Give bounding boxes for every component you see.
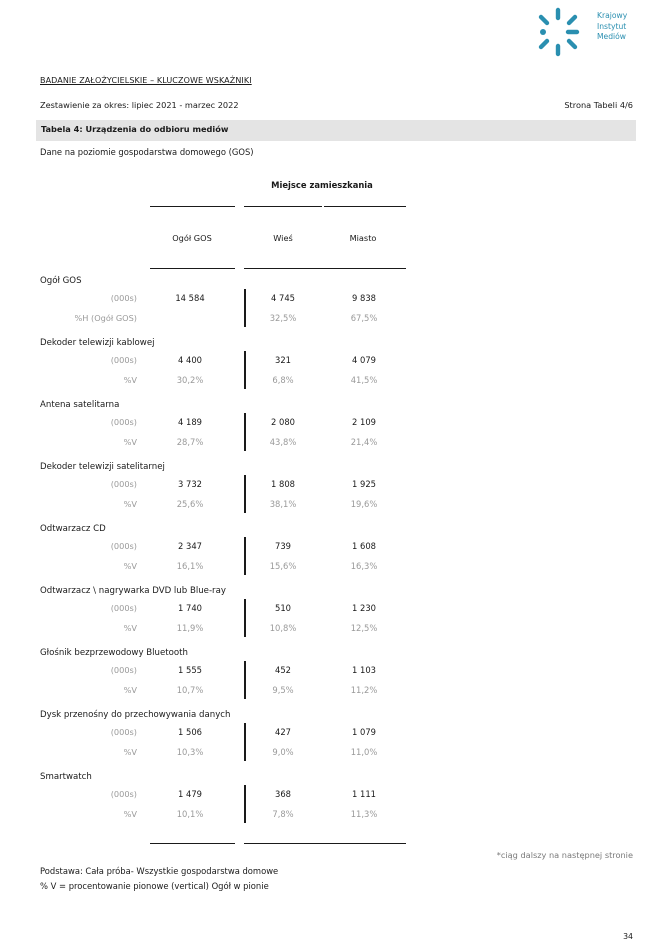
table-cell: 1 506 <box>178 727 202 737</box>
row-label: Odtwarzacz \ nagrywarka DVD lub Blue-ray <box>40 586 226 596</box>
table-cell: 19,6% <box>350 499 378 509</box>
continued-note: *ciąg dalszy na następnej stronie <box>496 850 633 860</box>
row-label: Dekoder telewizji satelitarnej <box>40 462 165 472</box>
metric-label: %V <box>123 375 137 385</box>
table-cell: 1 103 <box>352 665 376 675</box>
metric-label: (000s) <box>110 789 137 799</box>
row-label: Antena satelitarna <box>40 400 120 410</box>
table-cell: 11,0% <box>350 747 378 757</box>
table-rule-bottom-total <box>150 843 235 844</box>
table-cell: 28,7% <box>176 437 204 447</box>
table-cell: 43,8% <box>269 437 297 447</box>
table-cell: 321 <box>275 355 291 365</box>
row-label: Dekoder telewizji kablowej <box>40 338 155 348</box>
table-cell: 1 555 <box>178 665 202 675</box>
row-label: Odtwarzacz CD <box>40 524 106 534</box>
metric-label: %V <box>123 809 137 819</box>
table-cell: 427 <box>275 727 291 737</box>
table-cell: 452 <box>275 665 291 675</box>
metric-label: %V <box>123 437 137 447</box>
table-cell: 1 111 <box>352 789 376 799</box>
metric-label: (000s) <box>110 479 137 489</box>
logo-line-1: Krajowy <box>597 11 628 20</box>
column-divider <box>244 351 246 389</box>
table-cell: 25,6% <box>176 499 204 509</box>
table-cell: 10,7% <box>176 685 204 695</box>
table-cell: 7,8% <box>272 809 294 819</box>
table-cell: 4 400 <box>178 355 202 365</box>
column-divider <box>244 537 246 575</box>
table-cell: 1 608 <box>352 541 376 551</box>
table-cell: 1 479 <box>178 789 202 799</box>
column-divider <box>244 475 246 513</box>
logo-line-2: Instytut <box>597 21 627 31</box>
metric-label: %V <box>123 499 137 509</box>
column-divider <box>244 785 246 823</box>
base-note: Podstawa: Cała próba- Wszystkie gospodarstwa domowe <box>40 866 279 876</box>
table-cell: 32,5% <box>269 313 297 323</box>
table-cell: 12,5% <box>350 623 378 633</box>
table-cell: 10,8% <box>269 623 297 633</box>
table-cell: 38,1% <box>269 499 297 509</box>
metric-label: %V <box>123 561 137 571</box>
metric-label: (000s) <box>110 541 137 551</box>
table-cell: 4 189 <box>178 417 202 427</box>
row-label: Głośnik bezprzewodowy Bluetooth <box>40 648 188 658</box>
column-header-village: Wieś <box>273 233 293 243</box>
table-cell: 2 347 <box>178 541 202 551</box>
table-cell: 4 745 <box>271 293 295 303</box>
table-page-label: Strona Tabeli 4/6 <box>564 100 633 110</box>
page-number: 34 <box>623 932 633 941</box>
column-divider <box>244 289 246 327</box>
table-cell: 4 079 <box>352 355 376 365</box>
row-label: Ogół GOS <box>40 276 82 286</box>
metric-label: %V <box>123 623 137 633</box>
metric-label: (000s) <box>110 727 137 737</box>
metric-label: %H (Ogół GOS) <box>74 313 137 323</box>
group-header: Miejsce zamieszkania <box>271 180 373 190</box>
table-cell: 30,2% <box>176 375 204 385</box>
table-cell: 10,1% <box>176 809 204 819</box>
table-cell: 11,9% <box>176 623 204 633</box>
column-divider <box>244 413 246 451</box>
table-cell: 9,0% <box>272 747 294 757</box>
column-divider <box>244 723 246 761</box>
table-cell: 11,3% <box>350 809 378 819</box>
table-cell: 11,2% <box>350 685 378 695</box>
metric-label: %V <box>123 685 137 695</box>
table-cell: 1 740 <box>178 603 202 613</box>
table-cell: 41,5% <box>350 375 378 385</box>
table-cell: 3 732 <box>178 479 202 489</box>
table-cell: 510 <box>275 603 291 613</box>
table-cell: 14 584 <box>175 293 205 303</box>
report-period: Zestawienie za okres: lipiec 2021 - marzec 2022 <box>40 100 239 110</box>
table-cell: 2 080 <box>271 417 295 427</box>
row-label: Smartwatch <box>40 772 92 782</box>
table-cell: 9,5% <box>272 685 294 695</box>
column-divider <box>244 599 246 637</box>
metric-label: (000s) <box>110 603 137 613</box>
column-divider <box>244 661 246 699</box>
row-label: Dysk przenośny do przechowywania danych <box>40 710 231 720</box>
metric-label: (000s) <box>110 417 137 427</box>
metric-label: (000s) <box>110 665 137 675</box>
metric-label: (000s) <box>110 293 137 303</box>
table-cell: 10,3% <box>176 747 204 757</box>
study-title: BADANIE ZAŁOŻYCIELSKIE – KLUCZOWE WSKAŹNIKI <box>40 76 252 85</box>
logo-line-3: Mediów <box>597 32 627 41</box>
table-cell: 67,5% <box>350 313 378 323</box>
table-cell: 2 109 <box>352 417 376 427</box>
table-rule-bottom-residence <box>244 843 406 844</box>
table-cell: 16,1% <box>176 561 204 571</box>
table-cell: 6,8% <box>272 375 294 385</box>
table-cell: 1 230 <box>352 603 376 613</box>
table-title: Tabela 4: Urządzenia do odbioru mediów <box>41 124 229 134</box>
table-cell: 1 079 <box>352 727 376 737</box>
table-cell: 1 808 <box>271 479 295 489</box>
metric-label: %V <box>123 747 137 757</box>
table-cell: 368 <box>275 789 291 799</box>
table-cell: 9 838 <box>352 293 376 303</box>
table-description: Dane na poziomie gospodarstwa domowego (GOS) <box>40 147 254 157</box>
table-cell: 16,3% <box>350 561 378 571</box>
metric-label: (000s) <box>110 355 137 365</box>
table-cell: 739 <box>275 541 291 551</box>
table-cell: 1 925 <box>352 479 376 489</box>
table-cell: 15,6% <box>269 561 297 571</box>
table-cell: 21,4% <box>350 437 378 447</box>
column-header-total: Ogół GOS <box>172 233 212 243</box>
pct-note: % V = procentowanie pionowe (vertical) Ogół w pionie <box>40 881 269 891</box>
column-header-city: Miasto <box>349 233 377 243</box>
